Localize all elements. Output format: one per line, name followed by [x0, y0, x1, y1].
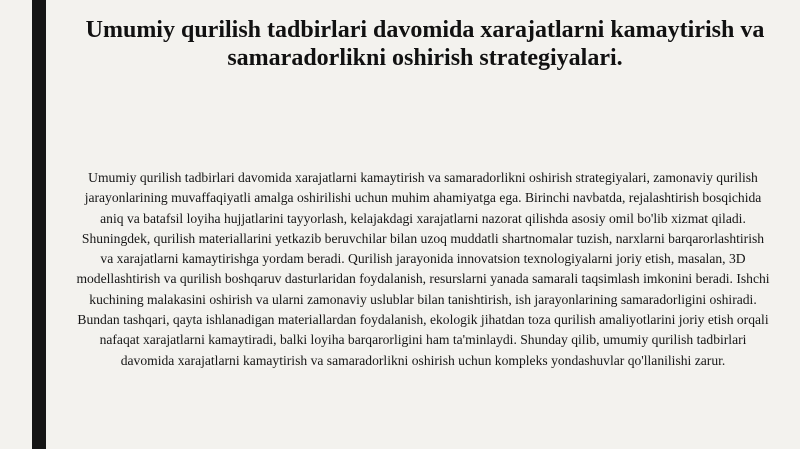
left-accent-bar: [32, 0, 46, 449]
slide-body-text: Umumiy qurilish tadbirlari davomida xarajatlarni kamaytirish va samaradorlikni oshirish strategiyalari, zamonaviy qurilish jarayonlarining muvaffaqiyatli amalga oshirilishi uchun muhim ahamiyatga ega. Birinchi navbatda, rejalashtirish bosqichida aniq va batafsil loyiha hujjatlarini tayyorlash, kelajakdagi xarajatlarni nazorat qilishda asosiy omil bo'lib xizmat qiladi. Shuningdek, qurilish materiallarini yetkazib beruvchilar bilan uzoq muddatli shartnomalar tuzish, narxlarni barqarorlashtirish va xarajatlarni kamaytirishga yordam beradi. Qurilish jarayonida innovatsion texnologiyalarni joriy etish, masalan, 3D modellashtirish va qurilish boshqaruv dasturlaridan foydalanish, resurslarni yanada samarali taqsimlash imkonini beradi. Ishchi kuchining malakasini oshirish va ularni zamonaviy uslublar bilan tanishtirish, ish jarayonlarining samaradorligini oshiradi. Bundan tashqari, qayta ishlanadigan materiallardan foydalanish, ekologik jihatdan toza qurilish amaliyotlarini joriy etish orqali nafaqat xarajatlarni kamaytiradi, balki loyiha barqarorligini ham ta'minlaydi. Shunday qilib, umumiy qurilish tadbirlari davomida xarajatlarni kamaytirish va samaradorlikni oshirish uchun kompleks yondashuvlar qo'llanilishi zarur.: [76, 170, 770, 368]
slide-title: Umumiy qurilish tadbirlari davomida xarajatlarni kamaytirish va samaradorlikni oshirish strategiyalari.: [85, 17, 765, 71]
